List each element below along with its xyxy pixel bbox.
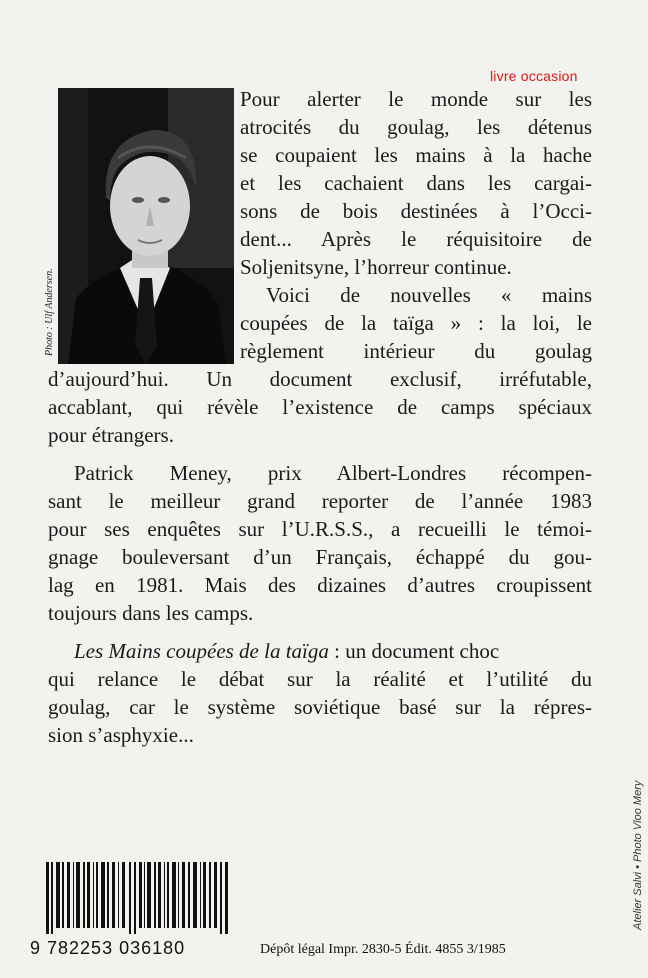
blurb-line: Pour alerter le monde sur les	[240, 87, 592, 111]
blurb-line: sant le meilleur grand reporter de l’année 1983	[48, 489, 592, 513]
blurb-line: pour ses enquêtes sur l’U.R.S.S., a recueilli le témoi-	[48, 517, 592, 541]
blurb-line: qui relance le débat sur la réalité et l’utilité du	[48, 667, 592, 691]
blurb-line: coupées de la taïga » : la loi, le	[240, 311, 592, 335]
blurb-line: goulag, car le système soviétique basé sur la répres-	[48, 695, 592, 719]
blurb-line: Patrick Meney, prix Albert-Londres récompen-	[74, 461, 592, 485]
barcode-digits: 9 782253 036180	[30, 938, 186, 958]
blurb-line: accablant, qui révèle l’existence de camps spéciaux	[48, 395, 592, 419]
blurb-fragment: : un document choc	[328, 639, 500, 663]
blurb-line	[74, 638, 499, 664]
blurb-line: Voici de nouvelles « mains	[266, 283, 592, 307]
blurb-line: sons de bois destinées à l’Occi-	[240, 199, 592, 223]
blurb-line: et les cachaient dans les cargai-	[240, 171, 592, 195]
blurb-line: pour étrangers.	[48, 423, 174, 447]
blurb-line: lag en 1981. Mais des dizaines d’autres croupissent	[48, 573, 592, 597]
barcode	[46, 862, 228, 934]
blurb-line: se coupaient les mains à la hache	[240, 143, 592, 167]
author-photo	[58, 88, 234, 364]
blurb-line: gnage bouleversant d’un Français, échappé du gou-	[48, 545, 592, 569]
blurb-line: sion s’asphyxie...	[48, 723, 194, 747]
blurb-line: atrocités du goulag, les détenus	[240, 115, 592, 139]
design-credit: Atelier Salvi • Photo Vloo Mery	[632, 780, 644, 930]
book-title: Les Mains coupées de la taïga	[74, 639, 329, 663]
blurb-line: règlement intérieur du goulag	[240, 339, 592, 363]
watermark-label: livre occasion	[490, 68, 578, 84]
blurb-line: dent... Après le réquisitoire de	[240, 227, 592, 251]
blurb-line: d’aujourd’hui. Un document exclusif, irréfutable,	[48, 367, 592, 391]
legal-deposit: Dépôt légal Impr. 2830-5 Édit. 4855 3/1985	[260, 942, 506, 957]
blurb-line: toujours dans les camps.	[48, 601, 254, 625]
photo-credit: Photo : Ulf Andersen.	[44, 268, 55, 356]
blurb-line: Soljenitsyne, l’horreur continue.	[240, 255, 512, 279]
